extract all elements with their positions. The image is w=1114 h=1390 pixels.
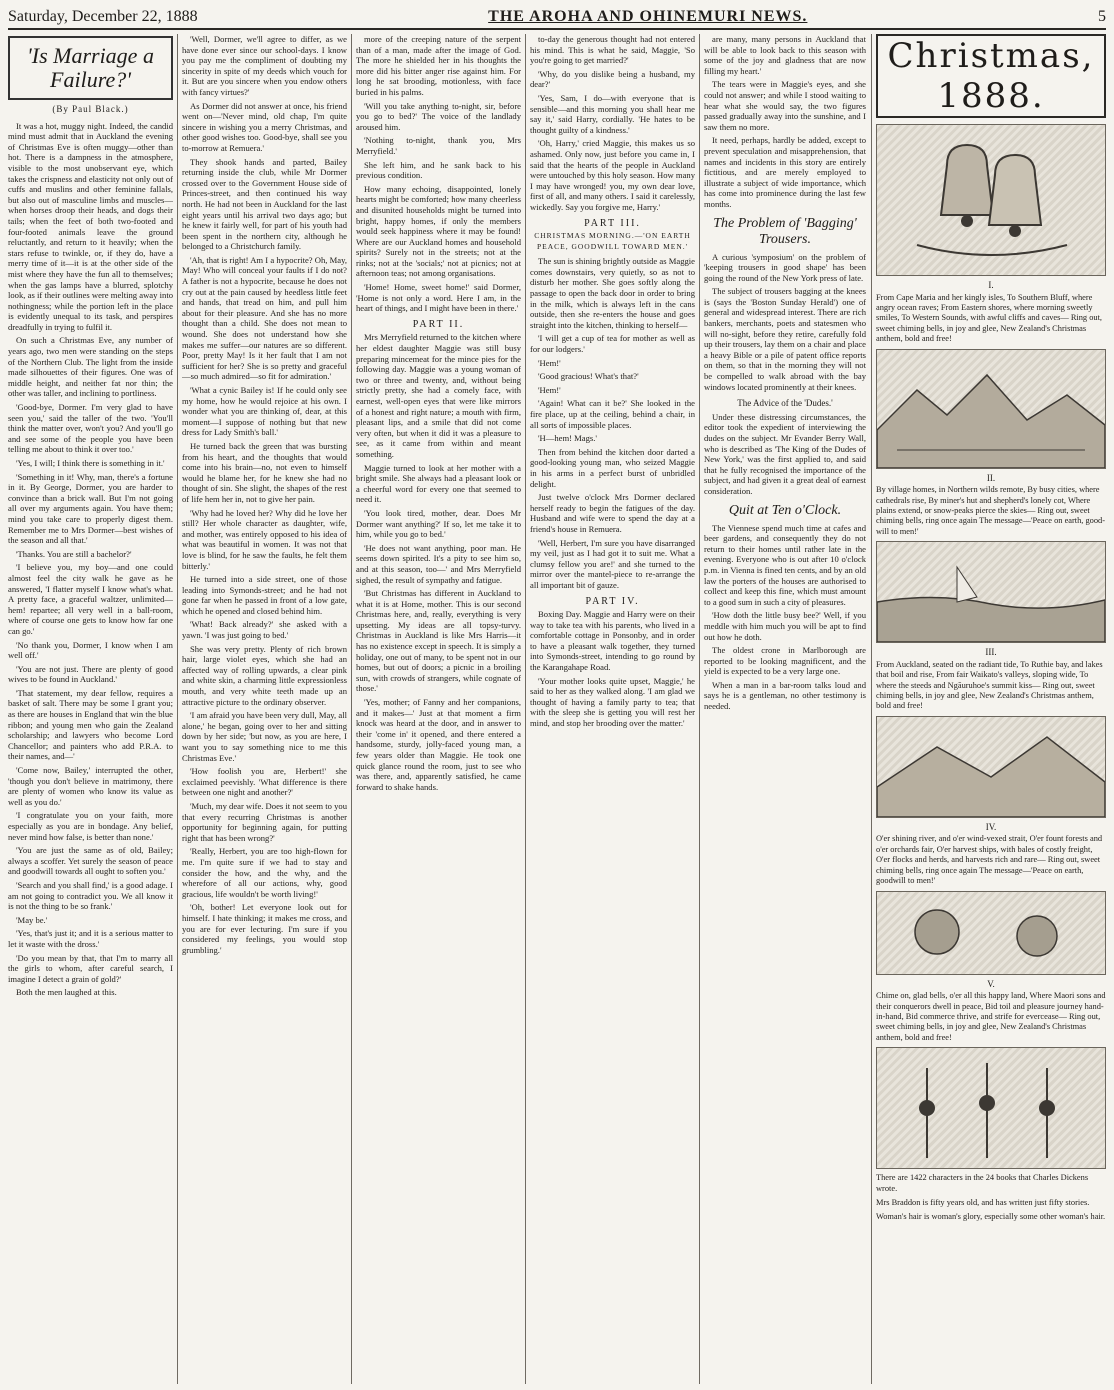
paragraph: 'Do you mean by that, that I'm to marry all the girls to whom, after careful search, I imagine I detect a grain of gold?' [8, 952, 173, 984]
stanza-numeral: I. [988, 280, 994, 290]
poem-stanza: By village homes, in Northern wilds remote, By busy cities, where cathedrals rise, By miner's hut and shepherd's lonely cot, Where plains extend, or snow-peaks pierce the skies— Ring out, sweet chiming bells, ring once again The message—'Peace on earth, good-will to men!' [876, 485, 1106, 536]
bell-ringers-illustration [876, 1047, 1106, 1169]
paragraph: 'That statement, my dear fellow, requires a basket of salt. There may be some I grant you; as there are houses in England that win the blue ribbon; and young men who gain the Zealand scholarship; and lawyers who become Lord Chancellor; and painters who add P.R.A. to their names, and—' [8, 687, 173, 762]
paragraph: 'No thank you, Dormer, I know when I am well off.' [8, 639, 173, 661]
part-subheading: CHRISTMAS MORNING.—'ON EARTH PEACE, GOODWILL TOWARD MEN.' [534, 231, 691, 251]
paragraph: 'Search and you shall find,' is a good adage. I am not going to contradict you. We all know it is not the thing to be so frank.' [8, 879, 173, 912]
paragraph: As Dormer did not answer at once, his friend went on—'Never mind, old chap, I'm quite sincere in wishing you a merry Christmas, and other good wishes too. Good-bye, shall see you to-morrow at Remuera.' [182, 100, 347, 153]
paragraph: The sun is shining brightly outside as Maggie comes downstairs, very quietly, so as not to disturb her mother. She goes softly along the passage to open the back door in order to bring in the milk, which is always left in the cans outside, then she re-enters the house and goes straight into the kitchen, thinking to herself— [530, 256, 695, 330]
paragraph: She left him, and he sank back to his previous condition. [356, 159, 521, 181]
column-1 [8, 34, 173, 1384]
column-5 [704, 34, 866, 1384]
paragraph: The tears were in Maggie's eyes, and she could not answer; and while I stood waiting to hear what she would say, the two figures passed gradually away into the sunshine, and I saw them no more. [704, 79, 866, 132]
paragraph: Both the men laughed at this. [16, 987, 117, 998]
paragraph: He turned into a side street, one of those leading into Symonds-street; and he had not gone far when he passed in front of a low gate, which he opened and closed behind him. [182, 574, 347, 616]
paragraph: 'Good-bye, Dormer. I'm very glad to have seen you,' said the taller of the two. 'You'll think the matter over, won't you? And you'll go and see some of the people you have been telling me about to think it over too.' [8, 402, 173, 455]
paragraph: The oldest crone in Marlborough are reported to be looking magnificent, and the yield is expected to be a very large one. [704, 645, 866, 677]
paragraph: 'You are not just. There are plenty of good wives to be found in Auckland.' [8, 663, 173, 685]
paragraph: 'Nothing to-night, thank you, Mrs Merryfield.' [356, 135, 521, 156]
column-6 [876, 34, 1106, 1384]
bells-illustration [876, 124, 1106, 276]
poem-stanza: Chime on, glad bells, o'er all this happy land, Where Maori sons and their conquerors dwell in peace, Bid toil and pleasure journey hand-in-hand, Bid commerce thrive, and strife for evercease— Ring out, sweet chiming bells, in joy and glee, New Zealand's Christmas anthem, bold and free! [876, 991, 1106, 1042]
paragraph: She was very pretty. Plenty of rich brown hair, large violet eyes, which she had an affected way of rolling upwards, a clear pink and white skin, a charming little expressionless mouth, and very white teeth made up an attractive picture to the ordinary observer. [182, 643, 347, 707]
column-rule [351, 34, 352, 1384]
paragraph: 'H—hem! Mags.' [538, 433, 597, 444]
paragraph: 'Good gracious! What's that?' [538, 371, 639, 382]
landscape-illustration [876, 349, 1106, 469]
paragraph: The subject of trousers bagging at the knees is (says the 'Boston Sunday Herald') one of general and widespread interest. There are rich bankers, merchants, poets and statesmen who will no-sight, before they retire, carefully fold up their trousers, lay them on a chair and place a heavy Bible or a pile of patent office reports on them, so that in the morning they will not be compelled to walk abroad with the bay windows located prominently at their knees. [704, 286, 866, 392]
paragraph: 'Oh, bother! Let everyone look out for himself. I hate thinking; it makes me cross, and you are for ever lecturing. I'm sure if you considered my feelings, you would stop grumbling.' [182, 902, 347, 955]
paragraph: to-day the generous thought had not entered his mind. This is what he said, Maggie, 'So you're going to get married?' [530, 34, 695, 66]
paragraph: Boxing Day. Maggie and Harry were on their way to take tea with his parents, who lived in a comfortable cottage in Ponsonby, and in order to have a pleasant walk together, they turned into Symonds-street, intending to go round by the Karangahape Road. [530, 609, 695, 673]
paragraph: more of the creeping nature of the serpent than of a man, made after the image of God. The more he shielded her in his thoughts the more did his bitter anger rise against him. For long he sat brooding, motionless, with face buried in his palms. [356, 34, 521, 97]
paragraph: It was a hot, muggy night. Indeed, the candid mind must admit that in Auckland the evening of Christmas Eve is often muggy—other than hot. There is a dampness in the atmosphere, visible to the most unobservant eye, which takes the crispness and elasticity not only out of cuffs and muslins and other feminine fallals, but also out of masculine limbs and muscles—when horses droop their heads, and dogs their tails; when the feet of both two-footed and four-footed animals leave the ground reluctantly, and return to it heavily; when the stars refuse to twinkle, or, if they do, have a merry time of it—it is at the other side of the mist where they have the fun all to themselves; when the gas lamps have a blurred, splotchy look, as if their outlines were melting away into nothingness; while the portion left in the place is evidently unequal to its task, and perspires dreadfully in trying to fulfil it. [8, 120, 173, 332]
paragraph: 'He does not want anything, poor man. He seems down spirited. It's a pity to see him so, and at this season, too—' and Mrs Merryfield sighed, the result of sympathy and fatigue. [356, 542, 521, 585]
paragraph: It need, perhaps, hardly be added, except to prevent speculation and misapprehension, that names and incidents in this story are entirely fictitious, and are merely employed to illustrate a subject of wide importance, which has come into prominence during the last few months. [704, 135, 866, 209]
newspaper-title: THE AROHA AND OHINEMURI NEWS. [488, 8, 808, 25]
part-heading: PART IV. [585, 595, 640, 607]
snippet: Mrs Braddon is fifty years old, and has written just fifty stories. [876, 1197, 1090, 1207]
paragraph: The Viennese spend much time at cafes and beer gardens, and consequently they do not return to their homes until rather late in the evening. Everyone who is out after 10 o'clock p.m. in Vienna is fined ten cents, and by an old law the porters of the houses are authorised to collect and keep this fine, which must amount to a good sum in such a city of pleasures. [704, 522, 866, 607]
harbour-illustration [876, 541, 1106, 643]
paragraph: 'You look tired, mother, dear. Does Mr Dormer want anything?' If so, let me take it to him, while you go to bed.' [356, 507, 521, 540]
column-rule [177, 34, 178, 1384]
paragraph: 'Yes, that's just it; and it is a serious matter to let it waste with the dross.' [8, 928, 173, 949]
paragraph: 'Oh, Harry,' cried Maggie, this makes us so ashamed. Only now, just before you came in, I said that the hearts of the people in Auckland were untouched by this holy season. How many I may have wronged! you, my own dear love, first of all, and many others. I said it carelessly, wickedly. Say you forgive me, Harry.' [530, 138, 695, 212]
paragraph: 'Thanks. You are still a bachelor?' [16, 548, 132, 559]
paragraph: 'Well, Herbert, I'm sure you have disarranged my veil, just as I had got it to suit me. What a clumsy fellow you are!' and she turned to the mirror over the mantel-piece to re-arrange the all important bit of gauze. [530, 537, 695, 590]
paragraph: 'What a cynic Bailey is! If he could only see my home, how he would rejoice at his own. I wonder what you are thinking of, dear, at this moment—I suppose of nothing but that new dress for Lady Smith's ball.' [182, 385, 347, 438]
paragraph: 'Home! Home, sweet home!' said Dormer, 'Home is not only a word. Here I am, in the heart of things, and I might have been in there.' [356, 282, 521, 314]
poem-stanza: From Auckland, seated on the radiant tide, To Ruthie bay, and lakes that boil and rise, From fair Waikato's valleys, sloping wide, To where the steeds and Ngāuruhoe's summit kiss— Ring out, sweet chiming bells, in joy and glee, New Zealand's Christmas anthem, bold and free! [876, 659, 1103, 711]
column-rule [699, 34, 700, 1384]
paragraph: 'I believe you, my boy—and one could almost feel the city walk he gave as he answered, 'I flatter myself I know what's what. A pretty face, a graceful waltzer, unlimited—hem! repartee; all very well in a ball-room, where of course one gets to know how far one can go.' [8, 562, 173, 636]
poem-stanza: From Cape Maria and her kingly isles, To Southern Bluff, where angry ocean raves; From Eastern shores, where morning sweetly smiles, To Western Sounds, with awful cliffs and caves— Ring out, sweet chiming bells, in joy and glee, New Zealand's Christmas anthem, bold and free! [876, 292, 1103, 344]
paragraph: 'Yes, Sam, I do—with everyone that is sensible—and this morning you shall hear me say it,' said Harry, cordially. 'He hates to be thought guilty of a kindness.' [530, 92, 695, 135]
paragraph: Under these distressing circumstances, the editor took the expedient of interviewing the dudes on the subject. Mr Evander Berry Wall, who is described as 'The King of the Dudes of New York,' was the first applied to, and said that he fully recognised the importance of the subject, and had given it a great deal of earnest consideration. [704, 411, 866, 496]
column-2 [182, 34, 347, 1384]
paragraph: A curious 'symposium' on the problem of 'keeping trousers in good shape' has been going the round of the New York press of late. [704, 251, 866, 283]
stanza-numeral: IV. [985, 821, 997, 832]
christmas-title: Christmas, 1888. [876, 34, 1106, 118]
paragraph: 'Yes, I will; I think there is something in it.' [16, 458, 165, 468]
paragraph: 'May be.' [16, 914, 48, 925]
paragraph: 'Ah, that is right! Am I a hypocrite? Oh, May, May! Who will conceal your faults if I do not? A father is not a hypocrite, because he does not cry out at the pain caused by heedless little feet and hands, that tread on him, and pull him about for their pleasure. And she has no more thought than a child. She does not mean to wound. She does not understand how she makes me suffer—our natures are so different. Poor, pretty May! Is it her fault that I am not sufficient for her? She is so pretty and graceful—so much admired—so fit for admiration.' [182, 254, 347, 382]
column-3 [356, 34, 521, 1384]
column-rule [525, 34, 526, 1384]
paragraph: 'I congratulate you on your faith, more especially as you are in bondage. Any belief, never mind how false, is better than none.' [8, 810, 173, 842]
story-headline: 'Is Marriage a Failure?' [8, 36, 173, 100]
paragraph: 'What! Back already?' she asked with a yawn. 'I was just going to bed.' [182, 619, 347, 641]
page-number: 5 [1098, 8, 1106, 25]
column-rule [871, 34, 872, 1384]
paragraph: 'How foolish you are, Herbert!' she exclaimed peevishly. 'What difference is there between one night and another?' [182, 766, 347, 798]
paragraph: 'How doth the little busy bee?' Well, if you meddle with him much you will be apt to find out how he doth. [704, 610, 866, 642]
stanza-numeral: III. [985, 647, 997, 658]
paragraph: 'Hem!' [538, 384, 561, 395]
orchard-illustration [876, 891, 1106, 975]
paragraph: When a man in a bar-room talks loud and says he is a gentleman, no other testimony is needed. [704, 679, 866, 712]
paragraph: They shook hands and parted, Bailey returning inside the club, while Mr Dormer crossed over to the Government House side of Princes-street, and then continued his way north. He had not been in Auckland for the last eight years until his arrival two days ago; but he knew it fairly well, for part of his youth had been spent in the northern city, although he belonged to a Christchurch family. [182, 156, 347, 252]
paragraph: On such a Christmas Eve, any number of years ago, two men were standing on the steps of the Northern Club. The light from the inside made silhouettes of their figures. One was of middle height, and neither fat nor thin; the other was taller, and inclining to portliness. [8, 335, 173, 399]
part-heading: PART III. [584, 217, 641, 229]
article-heading: Quit at Ten o'Clock. [728, 502, 842, 518]
valley-illustration [876, 716, 1106, 818]
paragraph: 'But Christmas has different in Auckland to what it is at Home, mother. This is our second Christmas here, and, really, everything is very upsetting. My ideas are all topsy-turvy. Christmas in Auckland is like Mrs Harris—it has no existence except in speech. It is simply a holiday, one out of many, to be spent not in our homes, but out of doors; a picnic in a broiling sun, with crowds of strangers, while cognate of those.' [356, 588, 521, 694]
poem-stanza: O'er shining river, and o'er wind-vexed strait, O'er fount forests and o'er orchards fair, O'er harvest ships, with bales of costly freight, O'er flocks and herds, and harvests rich and rare— Ring out, sweet chiming bells, ring once again The message—'Peace on earth, goodwill to men!' [876, 834, 1103, 886]
paragraph: 'You are just the same as of old, Bailey; always a scoffer. Yet surely the season of peace and goodwill towards all ought to soften you.' [8, 845, 173, 877]
paragraph: 'Yes, mother; of Fanny and her companions, and it makes—' Just at that moment a firm knock was heard at the door, and in answer to their 'come in' it opened, and there entered a handsome, sturdy, jolly-faced young man, a few years older than Maggie. He took one quick glance round the room, just to see who was there, and, apparently satisfied, he came forward to shake hands. [356, 697, 521, 792]
snippet: There are 1422 characters in the 24 books that Charles Dickens wrote. [876, 1173, 1089, 1193]
paragraph: Mrs Merryfield returned to the kitchen where her eldest daughter Maggie was still busy preparing mincemeat for the mince pies for the following day. Maggie was a young woman of two or three and twenty, and, without being strictly pretty, she had a comely face, with earnest, well-open eyes that were like mirrors of a honest and right nature; a mouth with firm, pleasant lips, and a smile that did not come very often, but when it did it was a pleasure to see, as it came from within and meant something. [356, 332, 521, 459]
snippet: Woman's hair is woman's glory, especially some other woman's hair. [876, 1212, 1106, 1222]
section-heading: The Advice of the 'Dudes.' [737, 398, 833, 409]
paragraph: 'I will get a cup of tea for mother as well as for our lodgers.' [530, 333, 695, 355]
issue-date: Saturday, December 22, 1888 [8, 8, 198, 25]
paragraph: 'I am afraid you have been very dull, May, all alone,' he began, going over to her and sitting down by her side; 'but now, as you are here, I want you to say something nice to me this Christmas Eve.' [182, 710, 347, 763]
article-heading: The Problem of 'Bagging' Trousers. [713, 215, 857, 247]
part-heading: PART II. [412, 318, 465, 330]
paragraph: How many echoing, disappointed, lonely hearts might be comforted; how many cheerless and disunited households might be turned into bright, happy homes, if only the members would seek happiness where it may be found! Where are our Auckland homes and household spirits? Surely not in the streets; not at the rinks; not at the 'socials;' not at picnics; not at afternoon teas; not among organisations. [356, 183, 521, 279]
paragraph: 'Your mother looks quite upset, Maggie,' he said to her as they walked along. 'I am glad we thought of having a family party to tea; that with the sleep she is getting you will rest her mind, and stop her brooding over the matter.' [530, 675, 695, 729]
paragraph: Maggie turned to look at her mother with a bright smile. She always had a pleasant look or a cheerful word for every one that seemed to need it. [356, 462, 521, 505]
story-byline: (By Paul Black.) [52, 104, 129, 114]
masthead [8, 2, 1106, 30]
paragraph: 'Much, my dear wife. Does it not seem to you that every recurring Christmas is another opportunity for beginning again, for putting right that has been wrong?' [182, 800, 347, 843]
paragraph: 'Will you take anything to-night, sir, before you go to bed?' The voice of the landlady aroused him. [356, 100, 521, 132]
paragraph: Just twelve o'clock Mrs Dormer declared herself ready to begin the fatigues of the day. Husband and wife were to spend the day at a friend's house in Remuera. [530, 492, 695, 534]
paragraph: 'Again! What can it be?' She looked in the fire place, up at the ceiling, behind a chair, in all sorts of impossible places. [530, 398, 695, 430]
column-4 [530, 34, 695, 1384]
stanza-numeral: V. [987, 978, 995, 989]
paragraph: 'Something in it! Why, man, there's a fortune in it. By George, Dormer, you are harder to convince than a brick wall. But I'm not going all over my arguments again. You have them; mind you take care to properly digest them. Remember me to Mrs Dormer—best wishes of the season and all that.' [8, 471, 173, 546]
paragraph: 'Really, Herbert, you are too high-flown for me. I'm quite sure if we had to stay and consider the how, and the why, and the wherefore of all our actions, why, good gracious, life wouldn't be worth living!' [182, 846, 347, 899]
paragraph: 'Come now, Bailey,' interrupted the other, 'though you don't believe in matrimony, there are plenty of women who know its value as well as you do.' [8, 765, 173, 807]
paragraph: 'Why, do you dislike being a husband, my dear?' [530, 68, 695, 90]
paragraph: are many, many persons in Auckland that will be able to look back to this season with some of the joy and gladness that are now filling my heart.' [704, 34, 866, 76]
paragraph: 'Well, Dormer, we'll agree to differ, as we have done ever since our school-days. I know you pay me the compliment of doubting my sincerity in spite of my deeds which vouch for it. But are you sincere when you endow others with fancy virtues?' [182, 34, 347, 97]
paragraph: 'Why had he loved her? Why did he love her still? Her whole character as daughter, wife, and mother, was entirely opposed to his idea of what was beautiful in women. It was not that love is blind, for he saw the faults, he felt them bitterly.' [182, 507, 347, 571]
paragraph: Then from behind the kitchen door darted a good-looking young man, who seized Maggie in his arms in a perfect burst of unbridled delight. [530, 446, 695, 489]
stanza-numeral: II. [986, 472, 996, 483]
paragraph: He turned back the green that was bursting from his heart, and the thoughts that would come into his brain—no, not even to himself would he blame her, for he knew she had no thought of sin. She slight, the shapes of the rest of life hem her in, not to give her pain. [182, 440, 347, 504]
paragraph: 'Hem!' [538, 357, 561, 368]
